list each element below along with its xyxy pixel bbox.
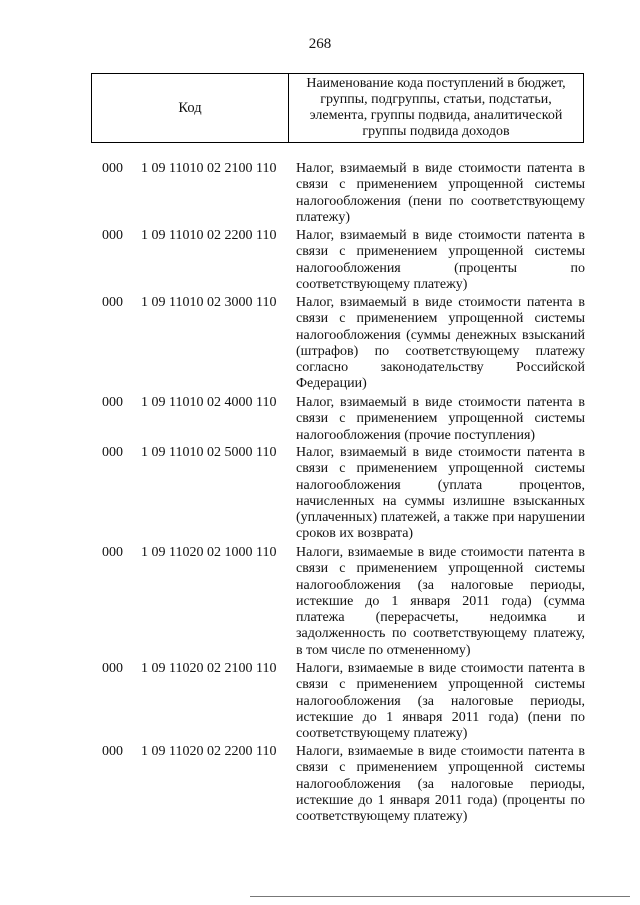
header-name-cell: Наименование кода поступлений в бюджет, группы, подгруппы, статьи, подстатьи, элемента, группы подвида, аналитической группы подвида доходов: [306, 76, 566, 139]
revenue-code: 1 09 11010 02 2100 110: [141, 161, 277, 176]
revenue-code: 1 09 11020 02 1000 110: [141, 545, 277, 560]
admin-code: 000: [102, 395, 123, 410]
revenue-code: 1 09 11010 02 4000 110: [141, 395, 277, 410]
admin-code: 000: [102, 545, 123, 560]
revenue-description: Налог, взимаемый в виде стоимости патента в связи с применением упрощенной системы налогообложения (суммы денежных взысканий (штрафов) по соответствующему платежу согласно законодательству Российской Федерации): [296, 295, 585, 392]
admin-code: 000: [102, 161, 123, 176]
admin-code: 000: [102, 445, 123, 460]
revenue-code: 1 09 11010 02 2200 110: [141, 228, 277, 243]
header-code-cell: Код: [92, 74, 289, 142]
scan-edge-line: [250, 896, 630, 897]
admin-code: 000: [102, 661, 123, 676]
revenue-description: Налог, взимаемый в виде стоимости патента в связи с применением упрощенной системы налогообложения (пени по соответствующему платежу): [296, 161, 585, 225]
revenue-code: 1 09 11020 02 2200 110: [141, 744, 277, 759]
admin-code: 000: [102, 228, 123, 243]
admin-code: 000: [102, 295, 123, 310]
revenue-code: 1 09 11020 02 2100 110: [141, 661, 277, 676]
revenue-description: Налог, взимаемый в виде стоимости патента в связи с применением упрощенной системы налогообложения (прочие поступления): [296, 395, 585, 443]
revenue-description: Налог, взимаемый в виде стоимости патента в связи с применением упрощенной системы налогообложения (уплата процентов, начисленных на суммы излишне взысканных (уплаченных) платежей, а также при нарушении сроков их возврата): [296, 445, 585, 542]
admin-code: 000: [102, 744, 123, 759]
revenue-description: Налоги, взимаемые в виде стоимости патента в связи с применением упрощенной системы налогообложения (за налоговые периоды, истекшие до 1 января 2011 года) (проценты по соответствующему платежу): [296, 744, 585, 825]
revenue-description: Налоги, взимаемые в виде стоимости патента в связи с применением упрощенной системы налогообложения (за налоговые периоды, истекшие до 1 января 2011 года) (пени по соответствующему платежу): [296, 661, 585, 742]
revenue-description: Налоги, взимаемые в виде стоимости патента в связи с применением упрощенной системы налогообложения (за налоговые периоды, истекшие до 1 января 2011 года) (сумма платежа (перерасчеты, недоимка и задолженность по соответствующему платежу, в том числе по отмененному): [296, 545, 585, 658]
revenue-code: 1 09 11010 02 5000 110: [141, 445, 277, 460]
revenue-code: 1 09 11010 02 3000 110: [141, 295, 277, 310]
page-number: 268: [308, 36, 332, 52]
table-header: [91, 73, 584, 143]
revenue-description: Налог, взимаемый в виде стоимости патента в связи с применением упрощенной системы налогообложения (проценты по соответствующему платежу): [296, 228, 585, 292]
